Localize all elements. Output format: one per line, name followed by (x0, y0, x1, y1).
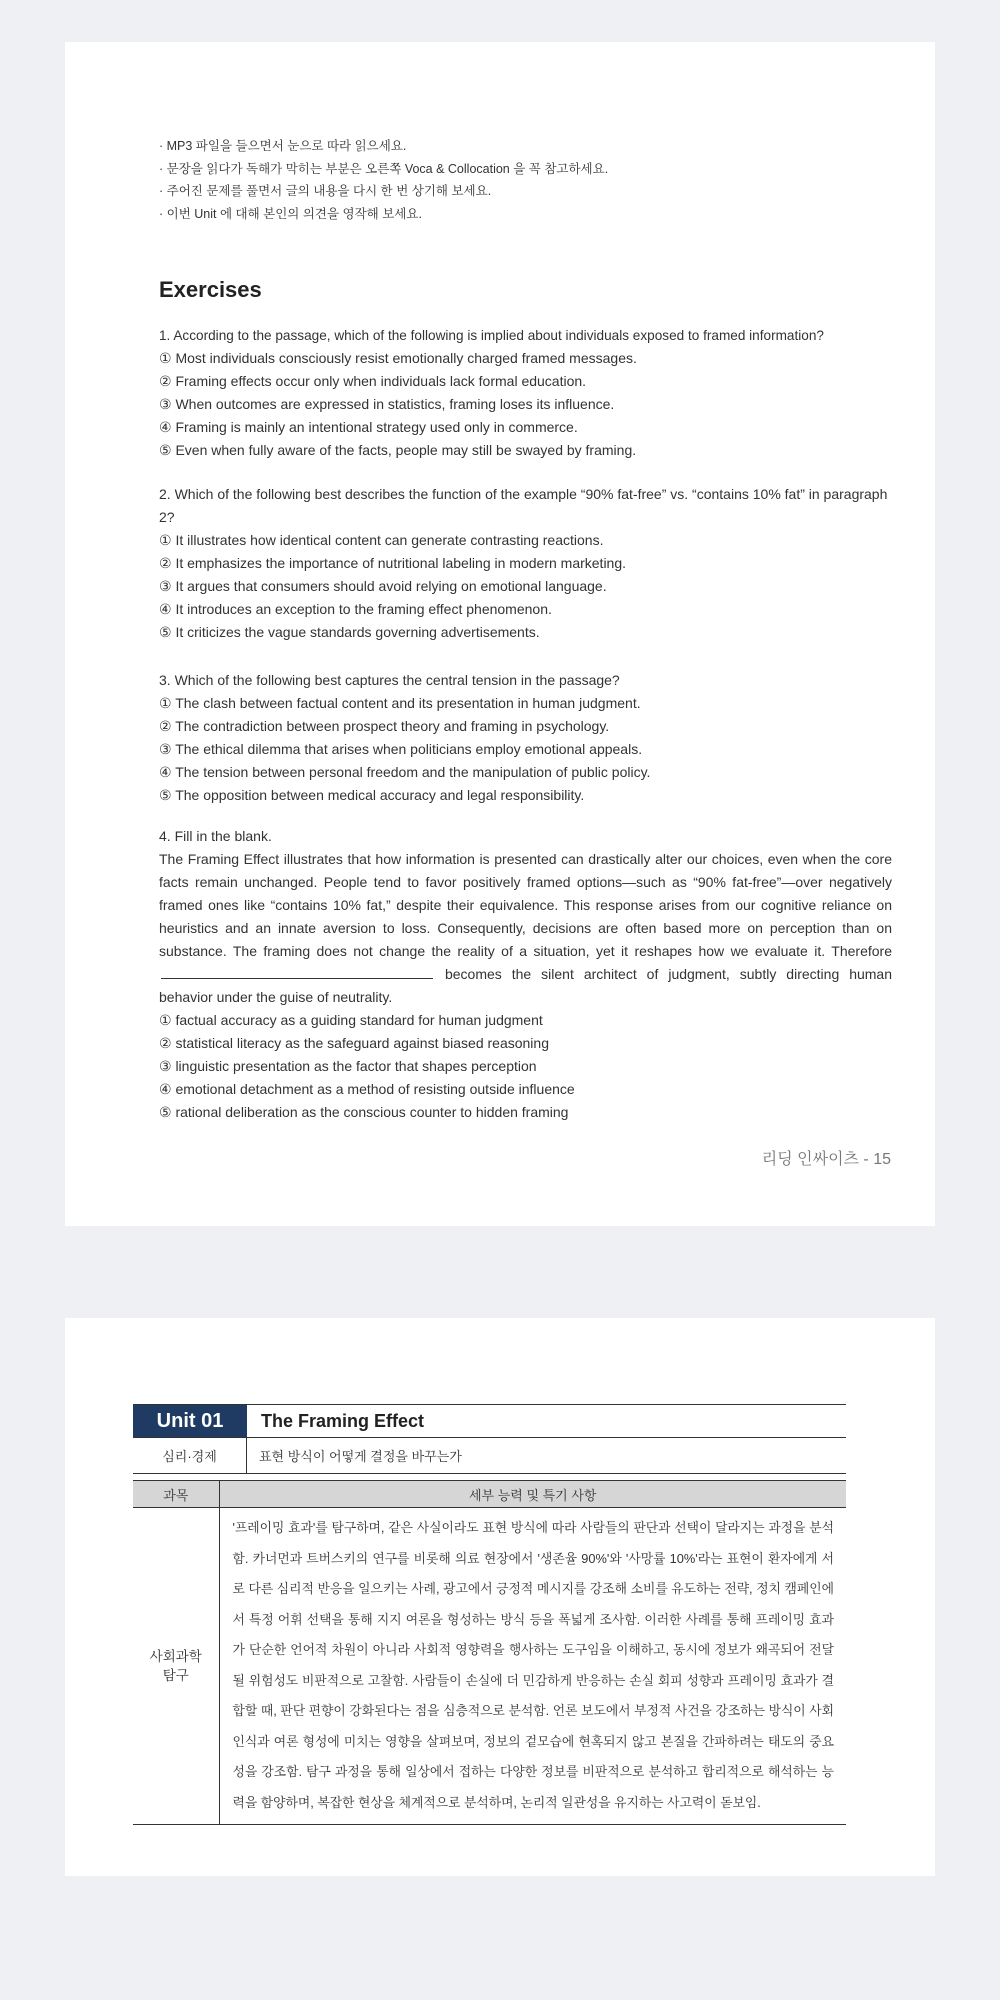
study-tip: · MP3 파일을 들으면서 눈으로 따라 읽으세요. (159, 139, 407, 153)
study-tip: · 주어진 문제를 풀면서 글의 내용을 다시 한 번 상기해 보세요. (159, 184, 492, 198)
column-header-detail: 세부 능력 및 특기 사항 (219, 1481, 846, 1508)
question-stem: 1. According to the passage, which of the following is implied about individuals exposed to framed information? (159, 328, 824, 343)
detail-cell: '프레이밍 효과'를 탐구하며, 같은 사실이라도 표현 방식에 따라 사람들의 판단과 선택이 달라지는 과정을 분석함. 카너먼과 트버스키의 연구를 비롯해 의료 현장에서 '생존율 90%'와 '사망률 10%'라는 표현이 환자에게 서로 다른 심리적 반응을 일으키는 사례, 광고에서 긍정적 메시지를 강조해 소비를 유도하는 전략, 정치 캠페인에서 특정 어휘 선택을 통해 지지 여론을 형성하는 방식 등을 폭넓게 조사함. 이러한 사례를 통해 프레이밍 효과가 단순한 언어적 차원이 아니라 사회적 영향력을 행사하는 도구임을 이해하고, 동시에 정보가 왜곡되어 전달될 위험성도 비판적으로 고찰함. 사람들이 손실에 더 민감하게 반응하는 손실 회피 성향과 프레이밍 효과가 결합할 때, 판단 편향이 강화된다는 점을 심층적으로 분석함. 언론 보도에서 부정적 사건을 강조하는 방식이 사회 인식과 여론 형성에 미치는 영향을 살펴보며, 정보의 겉모습에 현혹되지 않고 본질을 간파하려는 태도의 중요성을 강조함. 탐구 과정을 통해 일상에서 접하는 다양한 정보를 비판적으로 분석하고 합리적으로 해석하는 능력을 함양하며, 복잡한 현상을 체계적으로 분석하며, 논리적 일관성을 유지하는 사고력이 돋보임. (219, 1508, 846, 1825)
unit-badge: Unit 01 (133, 1405, 247, 1437)
study-tip: · 이번 Unit 에 대해 본인의 의견을 영작해 보세요. (159, 206, 422, 221)
answer-option: ② statistical literacy as the safeguard against biased reasoning (159, 1035, 549, 1051)
workbook-page-15 (65, 42, 935, 1226)
answer-blank (161, 964, 433, 979)
table-row (133, 1508, 846, 1825)
unit-category: 심리·경제 (133, 1438, 247, 1473)
page-footer: 리딩 인싸이츠 - 15 (761, 1151, 891, 1168)
study-tip: · 문장을 읽다가 독해가 막히는 부분은 오른쪽 Voca & Collocation 을 꼭 참고하세요. (159, 161, 609, 176)
answer-option: ③ linguistic presentation as the factor that shapes perception (159, 1058, 537, 1074)
answer-option: ① Most individuals consciously resist emotionally charged framed messages. (159, 350, 637, 366)
question-stem: 4. Fill in the blank. (159, 828, 272, 844)
unit-title: The Framing Effect (261, 1410, 425, 1431)
unit-header (133, 1404, 846, 1474)
answer-option: ① The clash between factual content and its presentation in human judgment. (159, 695, 641, 711)
unit-subtitle: 표현 방식이 어떻게 결정을 바꾸는가 (259, 1449, 462, 1464)
answer-option: ③ The ethical dilemma that arises when politicians employ emotional appeals. (159, 741, 643, 757)
answer-option: ⑤ Even when fully aware of the facts, people may still be swayed by framing. (159, 442, 637, 458)
answer-option: ② It emphasizes the importance of nutritional labeling in modern marketing. (159, 555, 627, 571)
answer-option: ⑤ It criticizes the vague standards governing advertisements. (159, 624, 540, 640)
answer-option: ⑤ rational deliberation as the conscious counter to hidden framing (159, 1104, 569, 1120)
study-tips (159, 135, 879, 225)
answer-option: ① It illustrates how identical content can generate contrasting reactions. (159, 532, 604, 548)
answer-option: ③ When outcomes are expressed in statistics, framing loses its influence. (159, 396, 615, 412)
question-2 (159, 483, 892, 644)
answer-option: ② Framing effects occur only when individuals lack formal education. (159, 373, 587, 389)
question-stem: 3. Which of the following best captures the central tension in the passage? (159, 672, 620, 688)
answer-option: ③ It argues that consumers should avoid relying on emotional language. (159, 578, 607, 594)
passage-before-blank: The Framing Effect illustrates that how information is presented can drastically alter our choices, even when the core facts remain unchanged. People tend to favor positively framed options—such as “90% fat-free”—over negatively framed ones like “contains 10% fat,” despite their equivalence. This response arises from our cognitive reliance on heuristics and an innate aversion to loss. Consequently, decisions are often based more on perception than on substance. The framing does not change the reality of a situation, yet it reshapes how we evaluate it. Therefore (159, 851, 892, 959)
exercises-heading: Exercises (159, 277, 262, 302)
question-4 (159, 825, 892, 1124)
answer-option: ④ emotional detachment as a method of resisting outside influence (159, 1081, 575, 1097)
question-1 (159, 324, 892, 462)
answer-option: ⑤ The opposition between medical accuracy and legal responsibility. (159, 787, 585, 803)
evaluation-table (133, 1480, 846, 1825)
passage-after-blank: becomes the silent architect of judgment, subtly directing human behavior under the guise of neutrality. (159, 966, 892, 1005)
unit-summary-page (65, 1318, 935, 1876)
fill-blank-passage (159, 848, 892, 1009)
answer-option: ④ Framing is mainly an intentional strategy used only in commerce. (159, 419, 578, 435)
table-header-row (133, 1481, 846, 1508)
subject-cell: 사회과학 탐구 (133, 1508, 219, 1825)
answer-option: ② The contradiction between prospect theory and framing in psychology. (159, 718, 610, 734)
answer-option: ① factual accuracy as a guiding standard for human judgment (159, 1012, 543, 1028)
question-stem: 2. Which of the following best describes the function of the example “90% fat-free” vs. “contains 10% fat” in paragraph 2? (159, 486, 888, 525)
answer-option: ④ The tension between personal freedom and the manipulation of public policy. (159, 764, 651, 780)
question-3 (159, 669, 892, 807)
column-header-subject: 과목 (133, 1481, 219, 1508)
answer-option: ④ It introduces an exception to the framing effect phenomenon. (159, 601, 552, 617)
